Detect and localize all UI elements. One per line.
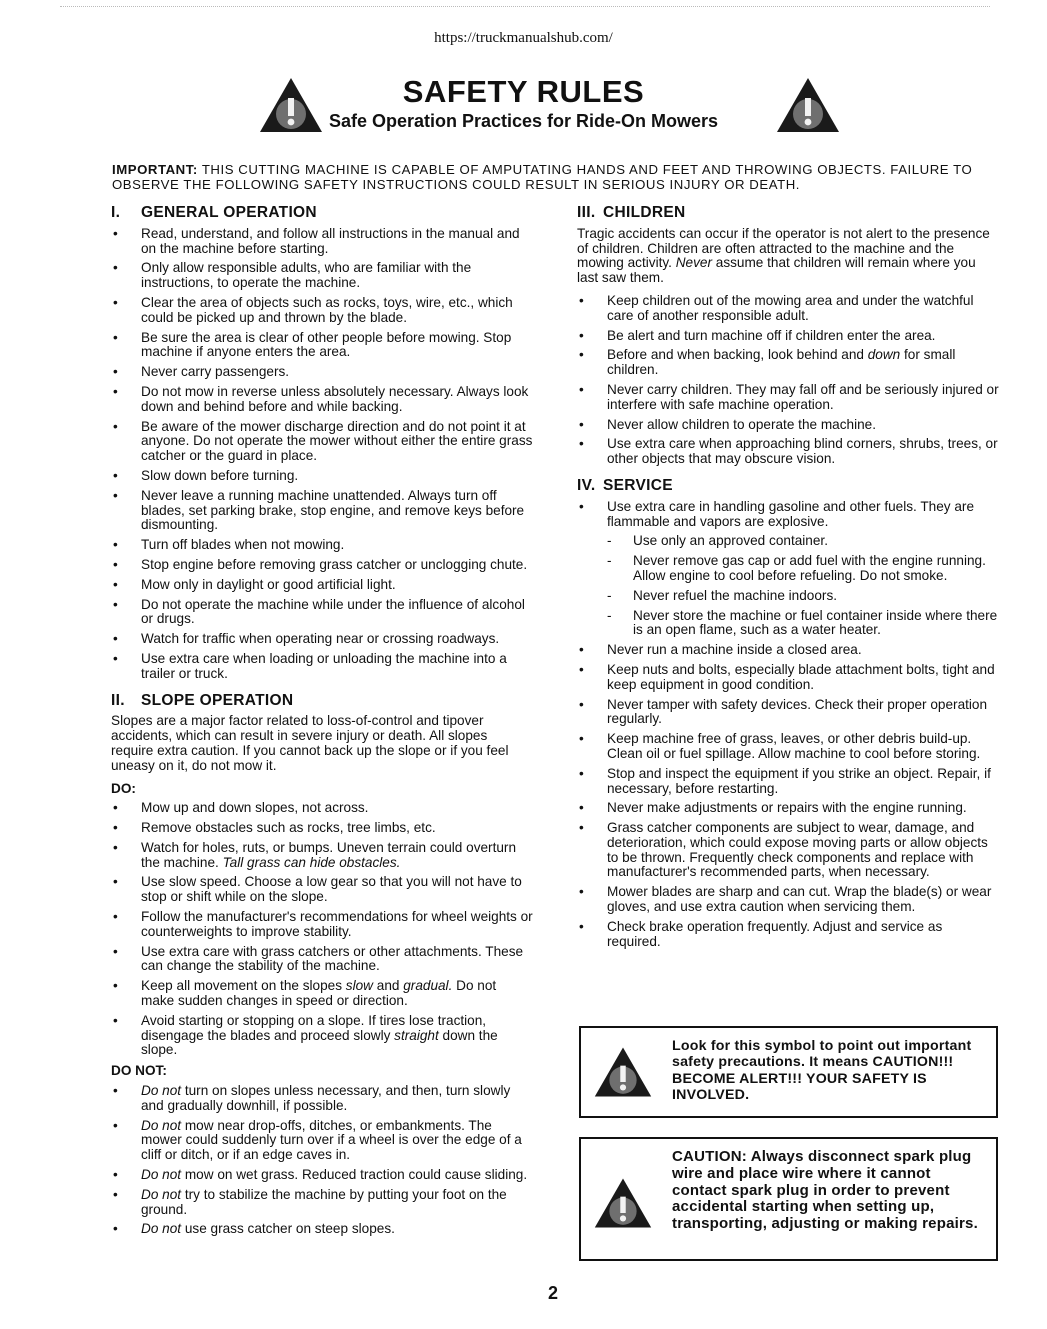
section-children — [577, 206, 999, 467]
source-url: https://truckmanualshub.com/ — [434, 30, 613, 46]
list-item: • Follow the manufacturer's recommendations for wheel weights or counterweights to improve stability. — [111, 910, 533, 940]
list-item: • Never carry children. They may fall off and be seriously injured or interfere with safe machine operation. — [577, 383, 999, 413]
right-column — [577, 206, 999, 961]
list-item: • Avoid starting or stopping on a slope. If tires lose traction, disengage the blades and proceed slowly straight down the slope. — [111, 1014, 533, 1058]
list-item: • Do not use grass catcher on steep slopes. — [111, 1222, 533, 1237]
important-notice — [112, 163, 1002, 192]
page-title: SAFETY RULES — [402, 74, 645, 109]
list-item: • Use extra care in handling gasoline and other fuels. They are flammable and vapors are explosive. — [577, 500, 999, 530]
list-item: • Use extra care with grass catchers or other attachments. These can change the stability of the machine. — [111, 945, 533, 975]
list-item: • Use extra care when loading or unloading the machine into a trailer or truck. — [111, 652, 533, 682]
list-item: • Use slow speed. Choose a low gear so that you will not have to stop or shift while on the slope. — [111, 875, 533, 905]
list-item: • Before and when backing, look behind and down for small children. — [577, 348, 999, 378]
list-item: • Never run a machine inside a closed area. — [577, 643, 999, 658]
do-not-list — [111, 1084, 533, 1237]
section-slope-operation — [111, 691, 533, 1238]
sub-list-item: - Never store the machine or fuel container inside where there is an open flame, such as a water heater. — [603, 609, 999, 639]
section-heading: I. GENERAL OPERATION — [111, 204, 317, 221]
section-general-operation — [111, 206, 533, 682]
sub-list-item: - Never refuel the machine indoors. — [603, 589, 999, 604]
list-item: • Do not operate the machine while under the influence of alcohol or drugs. — [111, 598, 533, 628]
caution-notice-text: CAUTION: Always disconnect spark plug wire and place wire where it cannot contact spark plug in order to prevent accidental starting when setting up, transporting, adjusting or making repairs. — [672, 1148, 978, 1233]
children-list — [577, 294, 999, 467]
list-item: • Never allow children to operate the machine. — [577, 418, 999, 433]
list-item: • Watch for traffic when operating near or crossing roadways. — [111, 632, 533, 647]
list-item: • Turn off blades when not mowing. — [111, 538, 533, 553]
list-item: • Never leave a running machine unattended. Always turn off blades, set parking brake, stop engine, and remove keys before dismounting. — [111, 489, 533, 533]
sub-list-item: - Never remove gas cap or add fuel with the engine running. Allow engine to cool before refueling. Do not smoke. — [603, 554, 999, 584]
list-item: • Use extra care when approaching blind corners, shrubs, trees, or other objects that may obscure vision. — [577, 437, 999, 467]
list-item: • Never make adjustments or repairs with the engine running. — [577, 801, 999, 816]
list-item: • Mow up and down slopes, not across. — [111, 801, 533, 816]
list-item: • Keep machine free of grass, leaves, or other debris build-up. Clean oil or fuel spillage. Allow machine to cool before storing. — [577, 732, 999, 762]
list-item: • Stop and inspect the equipment if you strike an object. Repair, if necessary, before restarting. — [577, 767, 999, 797]
caution-notice-box — [579, 1137, 998, 1261]
do-list — [111, 801, 533, 1058]
children-intro: Tragic accidents can occur if the operator is not alert to the presence of children. Children are often attracted to the machine and the mowing activity. Never assume that children will remain where you last saw them. — [577, 225, 990, 286]
sub-list-item: - Use only an approved container. — [603, 534, 999, 549]
fuel-sublist — [577, 534, 999, 638]
service-list — [577, 500, 999, 530]
list-item: • Stop engine before removing grass catcher or unclogging chute. — [111, 558, 533, 573]
do-not-label: DO NOT: — [111, 1063, 167, 1079]
left-column — [111, 206, 533, 1249]
list-item: • Never carry passengers. — [111, 365, 533, 380]
section-heading: II. SLOPE OPERATION — [111, 691, 294, 709]
list-item: • Only allow responsible adults, who are familiar with the instructions, to operate the machine. — [111, 261, 533, 291]
list-item: • Keep nuts and bolts, especially blade attachment bolts, tight and keep equipment in good condition. — [577, 663, 999, 693]
list-item: • Do not turn on slopes unless necessary, and then, turn slowly and gradually downhill, if possible. — [111, 1084, 533, 1114]
page-number: 2 — [548, 1283, 559, 1303]
list-item: • Never tamper with safety devices. Check their proper operation regularly. — [577, 698, 999, 728]
list-item: • Do not mow in reverse unless absolutely necessary. Always look down and behind before and while backing. — [111, 385, 533, 415]
list-item: • Check brake operation frequently. Adjust and service as required. — [577, 920, 999, 950]
list-item: • Grass catcher components are subject to wear, damage, and deterioration, which could expose moving parts or allow objects to be thrown. Frequently check components and replace with manufacturer's recommended parts, when necessary. — [577, 821, 999, 880]
section-heading: III. CHILDREN — [577, 204, 686, 221]
symbol-notice-box — [579, 1026, 998, 1118]
important-text: THIS CUTTING MACHINE IS CAPABLE OF AMPUTATING HANDS AND FEET AND THROWING OBJECTS. FAILURE TO OBSERVE THE FOLLOWING SAFETY INSTRUCTIONS COULD RESULT IN SERIOUS INJURY OR DEATH. — [112, 162, 973, 192]
list-item: • Remove obstacles such as rocks, tree limbs, etc. — [111, 821, 533, 836]
list-item: • Be alert and turn machine off if children enter the area. — [577, 329, 999, 344]
list-item: • Keep children out of the mowing area and under the watchful care of another responsible adult. — [577, 294, 999, 324]
section-service — [577, 476, 999, 950]
warning-triangle-icon — [593, 1044, 653, 1100]
scan-edge-line — [60, 6, 990, 7]
slope-intro: Slopes are a major factor related to loss-of-control and tipover accidents, which can result in severe injury or death. All slopes require extra caution. If you cannot back up the slope or if you feel uneasy on it, do not mow it. — [111, 713, 509, 773]
list-item: • Do not mow near drop-offs, ditches, or embankments. The mower could suddenly turn over if a wheel is over the edge of a cliff or ditch, or if an edge caves in. — [111, 1119, 533, 1163]
important-label: IMPORTANT: — [112, 162, 198, 177]
list-item: • Mower blades are sharp and can cut. Wrap the blade(s) or wear gloves, and use extra caution when servicing them. — [577, 885, 999, 915]
list-item: • Do not try to stabilize the machine by putting your foot on the ground. — [111, 1188, 533, 1218]
list-item: • Mow only in daylight or good artificial light. — [111, 578, 533, 593]
page-subtitle: Safe Operation Practices for Ride-On Mowers — [328, 111, 719, 131]
list-item: • Be sure the area is clear of other people before mowing. Stop machine if anyone enters the area. — [111, 331, 533, 361]
list-item: • Clear the area of objects such as rocks, toys, wire, etc., which could be picked up and thrown by the blade. — [111, 296, 533, 326]
service-list-continued — [577, 643, 999, 949]
symbol-notice-text: Look for this symbol to point out important safety precautions. It means CAUTION!!! BECOME ALERT!!! YOUR SAFETY IS INVOLVED. — [672, 1038, 972, 1103]
do-label: DO: — [111, 780, 136, 796]
list-item: • Be aware of the mower discharge direction and do not point it at anyone. Do not operate the mower without either the entire grass catcher or the guard in place. — [111, 420, 533, 464]
general-list — [111, 227, 533, 682]
list-item: • Keep all movement on the slopes slow and gradual. Do not make sudden changes in speed or direction. — [111, 979, 533, 1009]
list-item: • Read, understand, and follow all instructions in the manual and on the machine before starting. — [111, 227, 533, 257]
list-item: • Slow down before turning. — [111, 469, 533, 484]
list-item: • Watch for holes, ruts, or bumps. Uneven terrain could overturn the machine. Tall grass can hide obstacles. — [111, 841, 533, 871]
list-item: • Do not mow on wet grass. Reduced traction could cause sliding. — [111, 1168, 533, 1183]
section-heading: IV. SERVICE — [577, 476, 673, 494]
warning-triangle-icon — [593, 1175, 653, 1231]
